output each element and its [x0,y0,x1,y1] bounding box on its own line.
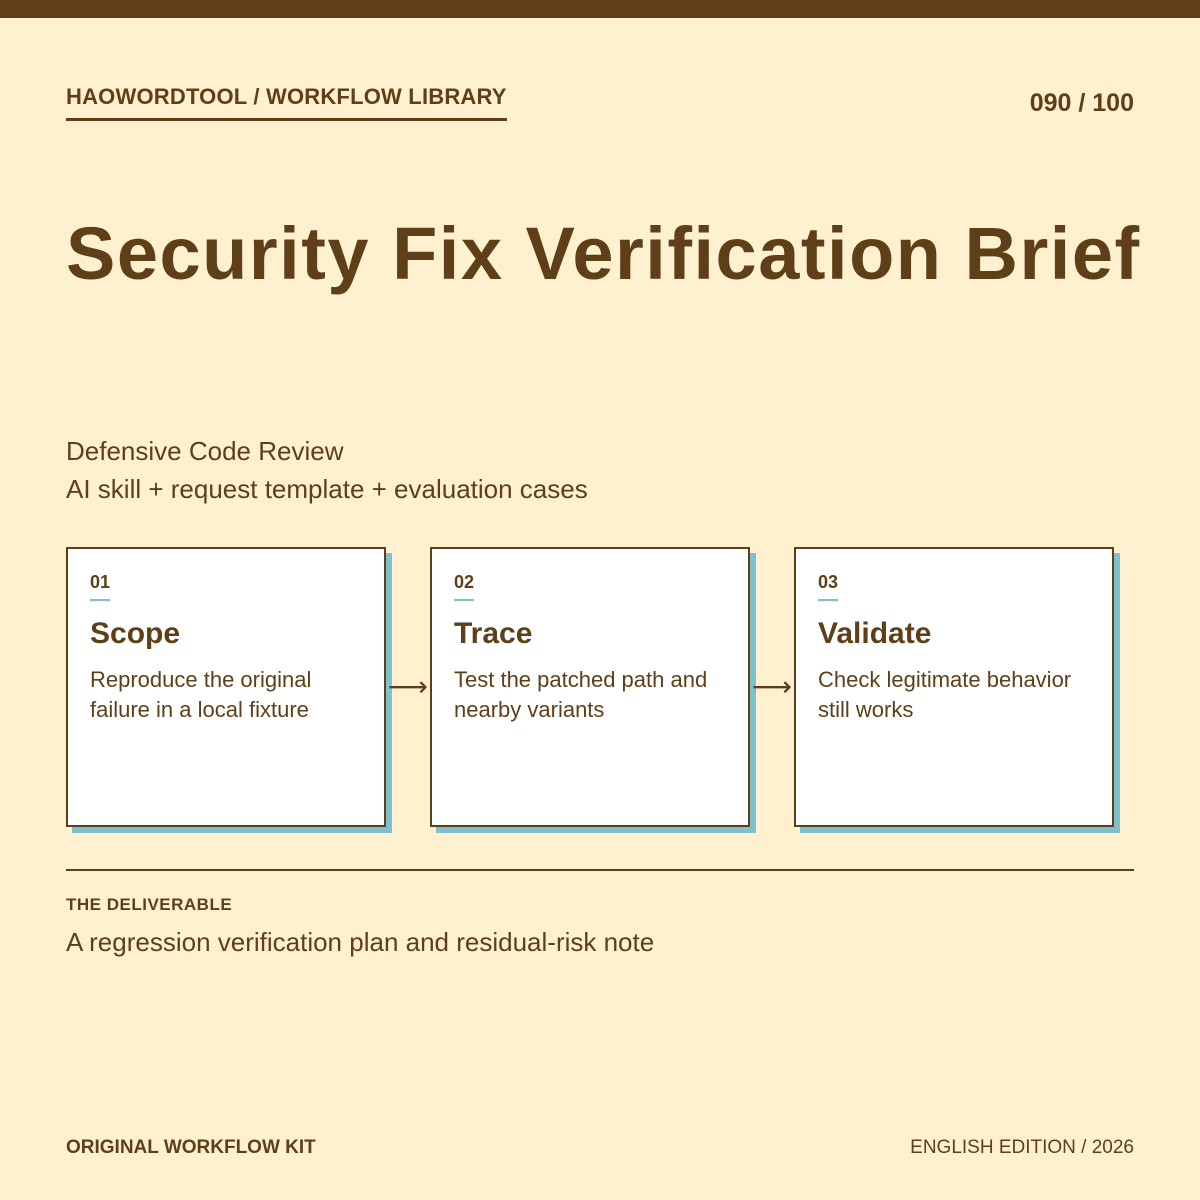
top-accent-bar [0,0,1200,18]
subtitle-line-2: AI skill + request template + evaluation cases [66,474,588,504]
section-divider [66,869,1134,871]
step-description: Check legitimate behavior still works [818,667,1072,722]
page-counter: 090 / 100 [1029,89,1134,117]
step-description: Test the patched path and nearby variants [454,667,708,722]
workflow-steps [66,547,1134,837]
deliverable-text: A regression verification plan and residual-risk note [66,927,655,957]
step-description: Reproduce the original failure in a local fixture [90,667,312,722]
step-number: 01 [90,571,110,601]
step-card-validate [794,547,1114,827]
page-title: Security Fix Verification Brief [66,212,1141,295]
arrow-right-icon: ⟶ [751,671,793,702]
step-card-scope [66,547,386,827]
step-title: Trace [454,617,533,650]
subtitle-line-1: Defensive Code Review [66,436,344,466]
deliverable-label: THE DELIVERABLE [66,895,233,914]
step-number: 03 [818,571,838,601]
footer-kit-label: ORIGINAL WORKFLOW KIT [66,1137,316,1158]
step-title: Validate [818,617,932,650]
series-label: HAOWORDTOOL / WORKFLOW LIBRARY [66,84,507,121]
step-card-trace [430,547,750,827]
subtitle [66,432,588,508]
arrow-right-icon: ⟶ [387,671,429,702]
footer-edition-label: ENGLISH EDITION / 2026 [910,1137,1134,1158]
step-number: 02 [454,571,474,601]
step-title: Scope [90,617,181,650]
